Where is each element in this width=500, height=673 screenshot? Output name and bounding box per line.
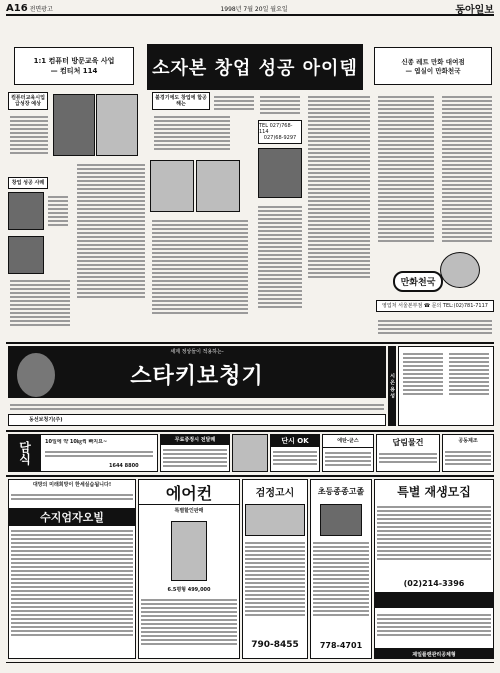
- mid-article-2: [212, 92, 256, 112]
- manhwa-badge: 만화천국: [393, 271, 444, 292]
- hospital-directory: [398, 346, 494, 426]
- small-ad-3-title: 단시 OK: [271, 435, 319, 447]
- small-ad-5-body: [377, 449, 439, 467]
- small-ad-3: [270, 434, 320, 472]
- photo-person-1: [8, 192, 44, 230]
- pharmacy-top-line: 대망의 미래희망이 한세실습됩니다!: [32, 482, 112, 488]
- photo-teacher: [96, 94, 138, 156]
- right-banner-line1: 신종 레트 만화 대여점: [401, 58, 465, 66]
- right-recruit-banner: [375, 592, 493, 608]
- small-ad-5-title: 답림물건: [392, 437, 424, 447]
- issue-date: 1998년 7월 20일 월요일: [220, 5, 288, 13]
- small-ad-2: [160, 434, 230, 472]
- page-header: [6, 2, 494, 16]
- manhwa-contact: 영업처 서울본부점 ☎ 문의 TEL:(02)781-7117: [376, 300, 494, 312]
- chogo-photo: [320, 504, 362, 536]
- geomjeong-ad: [242, 479, 308, 659]
- diet-ad-text: 10일에 약 10㎏씩 빠지요~: [45, 439, 108, 445]
- pharmacy-intro: [9, 490, 135, 508]
- sticker-tagline: 세계 정상들이 적용하는-: [170, 349, 224, 355]
- section-label: 전면광고: [29, 5, 53, 13]
- chogo-body: [311, 538, 371, 638]
- manhwa-logo: [388, 270, 448, 292]
- photo-pair-1: [150, 160, 194, 212]
- right-recruit-body: [375, 502, 493, 576]
- small-ad-4-body: [323, 448, 373, 470]
- chogo-phone: 778-4701: [319, 640, 363, 650]
- left-banner-line2: — 컴티처 114: [50, 67, 98, 75]
- chogo-title: 초등종종고졸: [317, 486, 365, 496]
- small-ad-2-body: [161, 445, 229, 471]
- left-banner: [14, 47, 134, 85]
- right-recruit-ad: [374, 479, 494, 659]
- small-ad-2-title: 무료증정시 전달례: [161, 435, 229, 445]
- diet-ad: [8, 434, 158, 472]
- cartoon-character: [440, 252, 480, 288]
- left-article-4: [75, 160, 147, 338]
- aircon-price: 6.5평형 499,000: [167, 587, 211, 593]
- right-recruit-phone: (02)214-3396: [403, 578, 465, 588]
- mid-article-5: [256, 202, 304, 338]
- geomjeong-body: [243, 538, 307, 638]
- pharmacy-title: 수지엄자오빌: [9, 508, 135, 526]
- mid-subhead: 불경기에도 창업에 합공해는: [152, 92, 210, 110]
- chogo-ad: [310, 479, 372, 659]
- sticker-company: 동선보청기(주): [8, 414, 386, 426]
- left-article-1: [8, 112, 50, 162]
- right-recruit-title: 특별 재생모집: [397, 484, 471, 499]
- geomjeong-title: 검정고시: [255, 487, 295, 499]
- aircon-body: [139, 595, 239, 659]
- right-banner: [374, 47, 492, 85]
- aircon-ad: [138, 479, 240, 659]
- main-title: 소자본 창업 성공 아이템: [149, 46, 361, 88]
- right-banner-line2: — 엽실이 만화천국: [405, 67, 461, 75]
- left-subhead-2: 창업 성공 사례: [8, 177, 48, 189]
- aircon-image: [171, 521, 207, 581]
- photo-person-2: [8, 236, 44, 274]
- small-ad-5: [376, 434, 440, 472]
- phone-line-2: 027)68-9297: [263, 135, 297, 141]
- aircon-subtitle: 특별할인판매: [174, 508, 204, 514]
- page-number: A16: [6, 2, 28, 14]
- mid-article-4: [258, 92, 302, 118]
- right-article-4: [376, 316, 494, 338]
- photo-classroom: [53, 94, 95, 156]
- phone-line-1: TEL 027)768-114: [259, 123, 293, 135]
- geomjeong-phone: 790-8455: [251, 640, 299, 650]
- right-article-2: [376, 92, 436, 292]
- left-article-2: [46, 192, 70, 232]
- sticker-product: 스타키보청기: [130, 363, 264, 389]
- diet-ad-phone: 1644 8800: [109, 463, 139, 469]
- sticker-side-label: 시 온 용 성: [388, 346, 396, 426]
- dir-col-2: [447, 349, 491, 423]
- small-ad-3-photo: [232, 434, 268, 472]
- right-recruit-table: [375, 610, 493, 648]
- divider-2: [6, 430, 494, 432]
- left-article-3: [8, 276, 72, 338]
- pharmacy-ad: [8, 479, 136, 659]
- mid-article-1: [152, 112, 232, 158]
- diet-ad-title: 담식: [9, 435, 41, 471]
- phone-box: [258, 120, 302, 144]
- diet-ad-body: [43, 447, 155, 461]
- geomjeong-photo: [245, 504, 305, 536]
- sticker-banner: [8, 346, 386, 398]
- main-title-box: [147, 44, 363, 90]
- newspaper-logo: 동아일보: [455, 4, 494, 16]
- small-ad-4-title: 에탄-균스: [323, 435, 373, 448]
- right-article-1: [306, 92, 372, 338]
- small-ad-6: [442, 434, 494, 472]
- right-recruit-footer: 제일플랜관리공체형: [375, 648, 493, 659]
- aircon-title: 에어컨: [139, 480, 239, 505]
- pharmacy-body: [9, 526, 135, 659]
- divider-1: [6, 342, 494, 344]
- ear-image: [16, 352, 56, 398]
- small-ad-3-body: [271, 447, 319, 469]
- left-subhead: 컴퓨터교육시업 급성장 예상: [8, 92, 48, 110]
- divider-3: [6, 475, 494, 477]
- small-ad-6-title: 공동제조: [458, 438, 478, 444]
- left-banner-line1: 1:1 컴퓨터 방문교육 사업: [33, 57, 115, 65]
- sticker-desc: [8, 400, 386, 414]
- small-ad-4: [322, 434, 374, 472]
- dir-col-1: [401, 349, 445, 423]
- mid-article-3: [150, 216, 250, 338]
- photo-pair-2: [196, 160, 240, 212]
- photo-person-3: [258, 148, 302, 198]
- bottom-rule: [6, 662, 494, 663]
- small-ad-6-body: [443, 447, 493, 469]
